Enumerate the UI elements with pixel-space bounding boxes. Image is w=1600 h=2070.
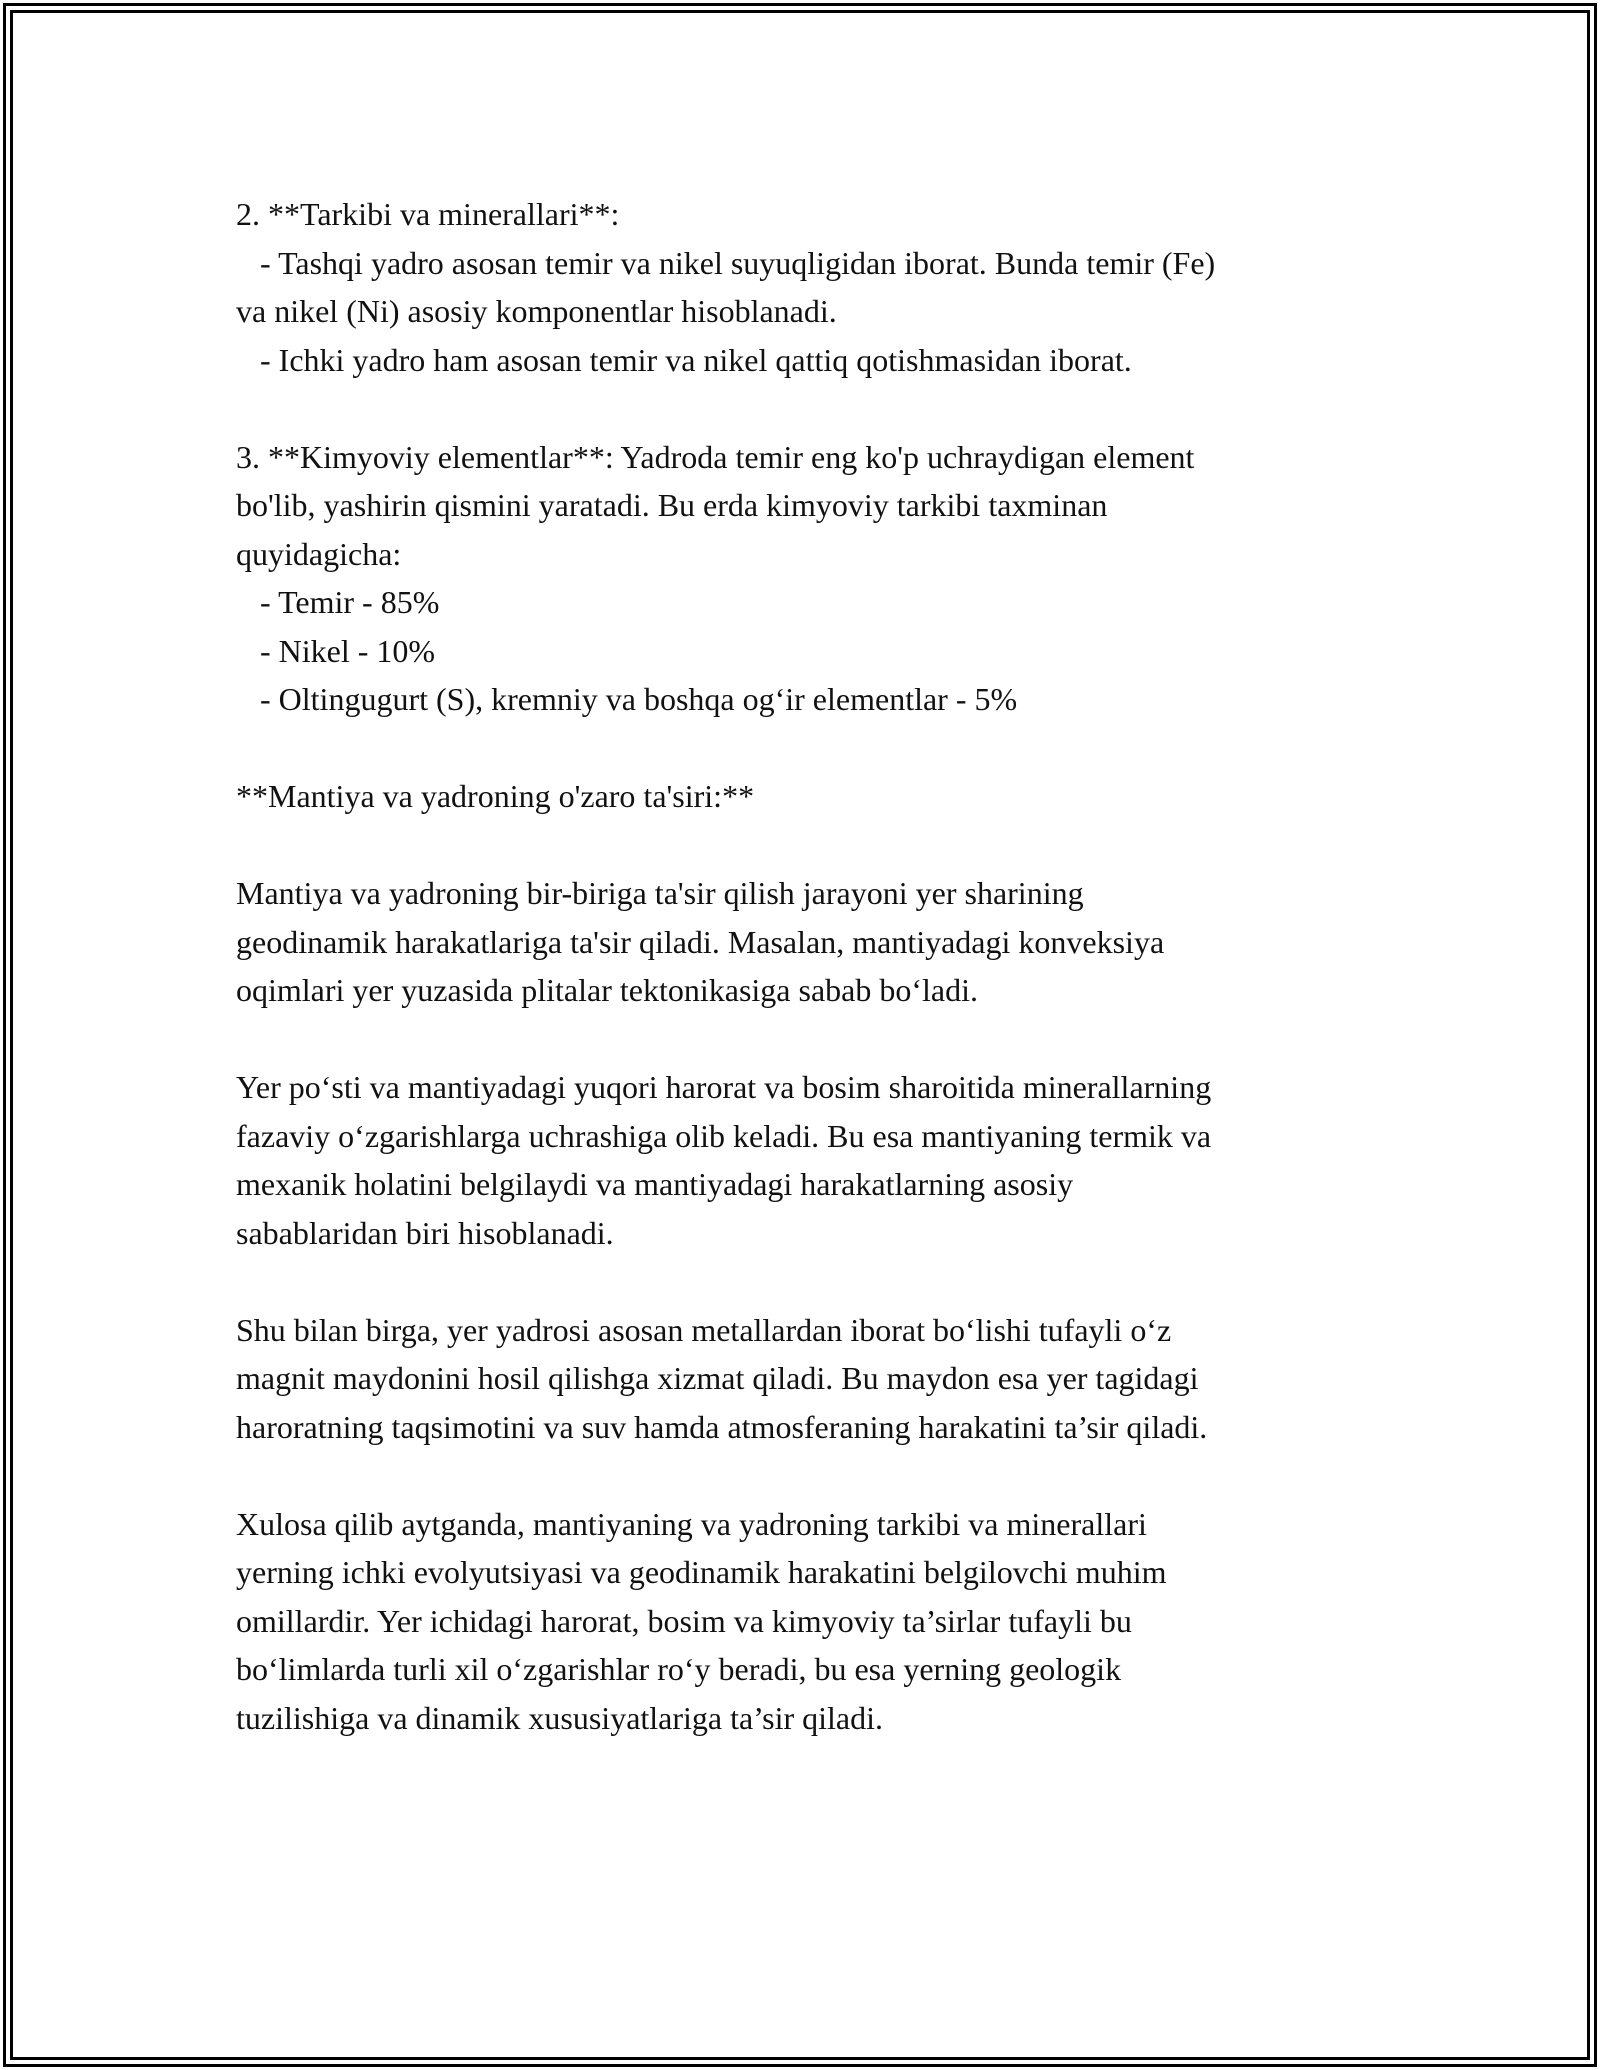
paragraph-4-line-2: yerning ichki evolyutsiyasi va geodinamik harakatini belgilovchi muhim [236,1554,1167,1590]
paragraph-2-line-1: Yer po‘sti va mantiyadagi yuqori harorat va bosim sharoitida minerallarning [236,1069,1212,1105]
section-3-line-3: quyidagicha: [236,535,402,572]
list-item-nickel: - Nikel - 10% [236,632,436,669]
paragraph-gap [236,1257,1386,1306]
section-3-line-2: bo'lib, yashirin qismini yaratadi. Bu erda kimyoviy tarkibi taxminan [236,487,1108,523]
section-2-item-2: - Ichki yadro ham asosan temir va nikel qattiq qotishmasidan iborat. [236,341,1132,378]
interaction-heading: **Mantiya va yadroning o'zaro ta'siri:** [236,778,755,814]
paragraph-4-line-1: Xulosa qilib aytganda, mantiyaning va yadroning tarkibi va minerallari [236,1505,1147,1542]
paragraph-gap [236,1451,1386,1500]
paragraph-1-line-2: geodinamik harakatlariga ta'sir qiladi. Masalan, mantiyadagi konveksiya [236,923,1165,960]
paragraph-3-line-3: haroratning taqsimotini va suv hamda atmosferaning harakatini ta’sir qiladi. [236,1408,1208,1445]
section-2-heading: 2. **Tarkibi va minerallari**: [236,196,620,232]
section-2-item-1-line-1: - Tashqi yadro asosan temir va nikel suyuqligidan iborat. Bunda temir (Fe) [236,244,1216,281]
paragraph-4-line-3: omillardir. Yer ichidagi harorat, bosim va kimyoviy ta’sirlar tufayli bu [236,1602,1132,1639]
paragraph-3-line-2: magnit maydonini hosil qilishga xizmat qiladi. Bu maydon esa yer tagidagi [236,1360,1199,1396]
paragraph-3-line-1: Shu bilan birga, yer yadrosi asosan metallardan iborat bo‘lishi tufayli o‘z [236,1311,1172,1348]
paragraph-gap [236,821,1386,870]
paragraph-1-line-1: Mantiya va yadroning bir-biriga ta'sir qilish jarayoni yer sharining [236,875,1084,911]
paragraph-4-line-4: bo‘limlarda turli xil o‘zgarishlar ro‘y beradi, bu esa yerning geologik [236,1651,1122,1687]
paragraph-2-line-4: sabablaridan biri hisoblanadi. [236,1214,614,1251]
paragraph-2-line-3: mexanik holatini belgilaydi va mantiyadagi harakatlarning asosiy [236,1166,1074,1202]
section-2-item-1-line-2: va nikel (Ni) asosiy komponentlar hisoblanadi. [236,293,837,329]
list-item-other-elements: - Oltingugurt (S), kremniy va boshqa og‘ir elementlar - 5% [236,681,1018,717]
document-body [236,190,1386,1742]
paragraph-gap [236,384,1386,433]
paragraph-4-line-5: tuzilishiga va dinamik xususiyatlariga ta’sir qiladi. [236,1699,883,1736]
paragraph-gap [236,724,1386,773]
section-3-line-1: 3. **Kimyoviy elementlar**: Yadroda temir eng ko'p uchraydigan element [236,438,1195,475]
paragraph-1-line-3: oqimlari yer yuzasida plitalar tektonikasiga sabab bo‘ladi. [236,972,978,1008]
paragraph-gap [236,1015,1386,1064]
list-item-iron: - Temir - 85% [236,584,440,620]
paragraph-2-line-2: fazaviy o‘zgarishlarga uchrashiga olib keladi. Bu esa mantiyaning termik va [236,1117,1212,1154]
